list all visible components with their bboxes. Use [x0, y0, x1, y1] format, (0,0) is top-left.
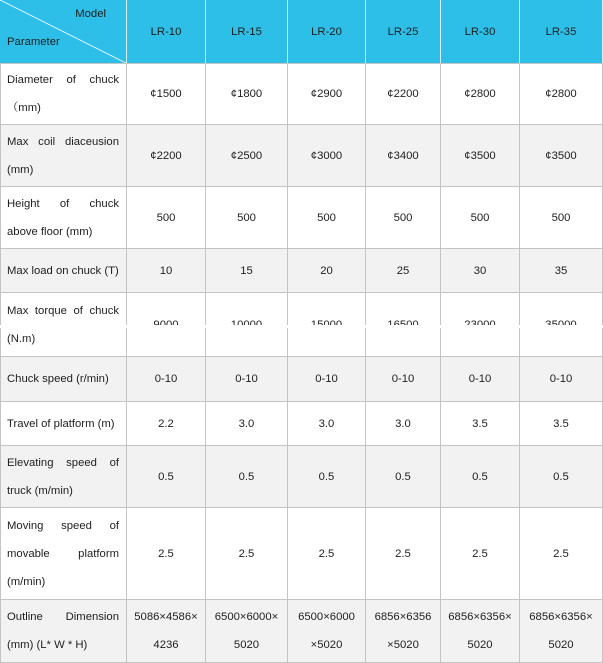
row-label	[0, 402, 127, 445]
value-cell-lr-25	[366, 600, 441, 662]
value-cell-lr-25: 3.0	[366, 402, 441, 445]
spec-row-max-torque	[0, 293, 603, 357]
value-cell-lr-35: 0-10	[520, 357, 603, 401]
label-line: movable platform	[7, 547, 119, 560]
value-cell-lr-10: ¢1500	[127, 64, 206, 124]
value-cell-lr-35	[520, 600, 603, 662]
value-cell-lr-35: 0.5	[520, 446, 603, 507]
value-cell-lr-25: ¢3400	[366, 125, 441, 186]
value-cell-lr-25: 0.5	[366, 446, 441, 507]
label-line: Chuck speed (r/min)	[7, 373, 109, 385]
value-cell-lr-25: 500	[366, 187, 441, 248]
value-lines	[375, 603, 432, 659]
row-label-text	[7, 190, 119, 246]
row-label	[0, 446, 127, 507]
value-lines	[134, 603, 197, 659]
value-cell-lr-20: 0-10	[288, 357, 366, 401]
label-line: Elevating speed of	[7, 456, 119, 469]
label-line: (mm)	[7, 163, 34, 176]
spec-row-travel-of-platform	[0, 402, 603, 446]
label-line: Max coil diaceusion	[7, 135, 119, 148]
row-label-text	[7, 66, 119, 122]
value-line: 6500×6000	[298, 611, 355, 623]
value-cell-lr-15: ¢2500	[206, 125, 288, 186]
value-cell-lr-15: 2.5	[206, 508, 288, 599]
scan-line-artifact	[0, 325, 603, 328]
value-cell-lr-15: 0.5	[206, 446, 288, 507]
value-cell-lr-30: 0-10	[441, 357, 520, 401]
value-line: 4236	[153, 639, 179, 651]
value-cell-lr-10	[127, 600, 206, 662]
row-label-text	[7, 603, 119, 659]
value-cell-lr-25: 2.5	[366, 508, 441, 599]
value-line: 5086×4586×	[134, 611, 198, 623]
value-cell-lr-30: 2.5	[441, 508, 520, 599]
value-cell-lr-30	[441, 600, 520, 662]
value-cell-lr-10: 500	[127, 187, 206, 248]
header-row	[0, 0, 603, 64]
value-cell-lr-15: ¢1800	[206, 64, 288, 124]
value-line: ×5020	[310, 639, 343, 651]
value-cell-lr-35: ¢3500	[520, 125, 603, 186]
value-lines	[529, 603, 592, 659]
spec-row-diameter-of-chuck	[0, 64, 603, 125]
label-line: truck (m/min)	[7, 484, 73, 497]
row-label-text	[7, 410, 119, 438]
value-cell-lr-15: 15	[206, 249, 288, 292]
value-cell-lr-30: 30	[441, 249, 520, 292]
value-cell-lr-30: ¢2800	[441, 64, 520, 124]
label-line: Outline Dimension	[7, 611, 119, 623]
value-line: 6856×6356	[374, 611, 432, 623]
value-line: 5020	[467, 639, 493, 651]
value-cell-lr-20: 2.5	[288, 508, 366, 599]
label-line: Max torque of chuck	[7, 304, 119, 317]
row-label	[0, 600, 127, 662]
row-label	[0, 508, 127, 599]
label-line: Diameter of chuck	[7, 74, 119, 86]
model-header-lr-10: LR-10	[127, 0, 206, 63]
value-cell-lr-20: ¢2900	[288, 64, 366, 124]
row-label-text	[7, 449, 119, 505]
value-line: 6500×6000×	[214, 611, 279, 623]
value-cell-lr-20: 20	[288, 249, 366, 292]
corner-label-parameter: Parameter	[7, 36, 60, 48]
value-cell-lr-10: ¢2200	[127, 125, 206, 186]
value-lines	[298, 603, 355, 659]
row-label-text	[7, 257, 119, 285]
value-cell-lr-15	[206, 600, 288, 662]
model-header-lr-35: LR-35	[520, 0, 603, 63]
value-cell-lr-15: 3.0	[206, 402, 288, 445]
value-cell-lr-25: 25	[366, 249, 441, 292]
value-cell-lr-20	[288, 600, 366, 662]
value-cell-lr-20: 0.5	[288, 446, 366, 507]
value-cell-lr-30: 500	[441, 187, 520, 248]
value-cell-lr-35: 3.5	[520, 402, 603, 445]
value-cell-lr-10: 0-10	[127, 357, 206, 401]
row-label-text	[7, 512, 119, 596]
value-cell-lr-20: 500	[288, 187, 366, 248]
row-label	[0, 357, 127, 401]
value-lines	[448, 603, 511, 659]
value-cell-lr-15: 500	[206, 187, 288, 248]
value-lines	[215, 603, 278, 659]
row-label-text	[7, 365, 119, 393]
value-cell-lr-10: 2.2	[127, 402, 206, 445]
row-label-text	[7, 128, 119, 184]
spec-row-chuck-speed	[0, 357, 603, 402]
label-line: （mm)	[7, 102, 41, 114]
label-line: Max load on chuck (T)	[7, 264, 119, 277]
value-cell-lr-25: 0-10	[366, 357, 441, 401]
corner-label-model: Model	[75, 8, 106, 20]
corner-cell	[0, 0, 127, 63]
label-line: Moving speed of	[7, 519, 119, 532]
label-line: Height of chuck	[7, 197, 119, 210]
value-line: 6856×6356×	[448, 611, 512, 623]
label-line: Travel of platform (m)	[7, 417, 115, 430]
value-cell-lr-10: 10	[127, 249, 206, 292]
model-header-lr-15: LR-15	[206, 0, 288, 63]
value-cell-lr-15: 0-10	[206, 357, 288, 401]
label-line: above floor (mm)	[7, 225, 93, 238]
value-cell-lr-35: ¢2800	[520, 64, 603, 124]
value-line: 5020	[548, 639, 574, 651]
spec-row-max-load	[0, 249, 603, 293]
value-cell-lr-10: 0.5	[127, 446, 206, 507]
row-label	[0, 187, 127, 248]
model-header-lr-25: LR-25	[366, 0, 441, 63]
value-line: 6856×6356×	[529, 611, 593, 623]
value-cell-lr-30: 3.5	[441, 402, 520, 445]
model-header-lr-20: LR-20	[288, 0, 366, 63]
spec-row-elevating-speed	[0, 446, 603, 508]
row-label	[0, 125, 127, 186]
value-cell-lr-10: 2.5	[127, 508, 206, 599]
value-cell-lr-20: 3.0	[288, 402, 366, 445]
label-line: (m/min)	[7, 575, 46, 588]
spec-row-moving-speed	[0, 508, 603, 600]
value-cell-lr-35: 500	[520, 187, 603, 248]
row-label	[0, 249, 127, 292]
value-cell-lr-30: ¢3500	[441, 125, 520, 186]
model-header-lr-30: LR-30	[441, 0, 520, 63]
spec-row-outline-dimension	[0, 600, 603, 663]
value-cell-lr-35: 35	[520, 249, 603, 292]
spec-row-max-coil-diameter	[0, 125, 603, 187]
label-line: (N.m)	[7, 332, 36, 345]
spec-row-height-of-chuck	[0, 187, 603, 249]
value-cell-lr-30: 0.5	[441, 446, 520, 507]
value-cell-lr-20: ¢3000	[288, 125, 366, 186]
value-cell-lr-25: ¢2200	[366, 64, 441, 124]
value-line: ×5020	[387, 639, 419, 651]
value-line: 5020	[233, 639, 260, 651]
label-line: (mm) (L* W * H)	[7, 639, 88, 651]
value-cell-lr-35: 2.5	[520, 508, 603, 599]
row-label	[0, 64, 127, 124]
